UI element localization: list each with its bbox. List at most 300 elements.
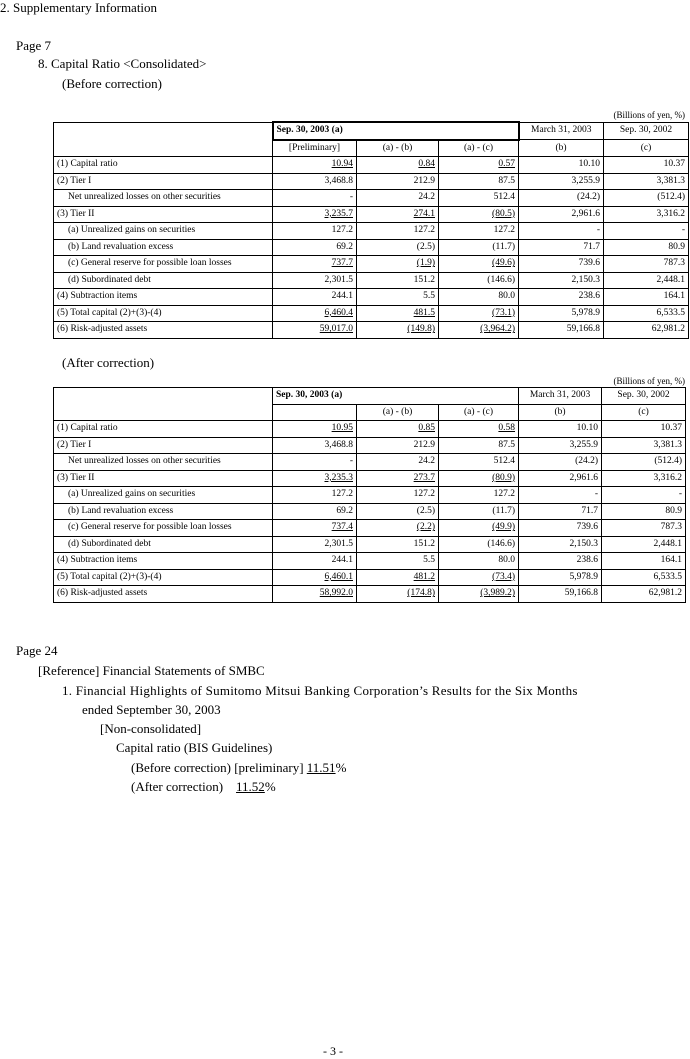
table-cell bbox=[273, 239, 357, 256]
cell-value: (512.4) bbox=[657, 192, 685, 203]
cell-value: 6,533.5 bbox=[653, 571, 683, 582]
cell-value: 6,460.1 bbox=[324, 571, 353, 582]
cell-value: (3,989.2) bbox=[480, 588, 516, 599]
table-cell bbox=[439, 487, 519, 504]
table-cell bbox=[519, 520, 602, 537]
row-label: (c) General reserve for possible loan losses bbox=[54, 520, 273, 537]
cell-value: 127.2 bbox=[413, 489, 435, 500]
table-row bbox=[54, 173, 689, 190]
before-correction-text: (Before correction) [preliminary] bbox=[131, 760, 307, 775]
table-cell bbox=[273, 322, 357, 339]
cell-value: 3,381.3 bbox=[656, 175, 685, 186]
cell-value: 3,381.3 bbox=[653, 439, 683, 450]
table-cell bbox=[357, 173, 439, 190]
table-cell bbox=[439, 322, 519, 339]
table-cell bbox=[602, 536, 686, 553]
cell-value: - bbox=[349, 456, 353, 467]
table-row bbox=[54, 190, 689, 207]
table-cell bbox=[519, 454, 602, 471]
cell-value: 244.1 bbox=[331, 555, 353, 566]
table-cell bbox=[273, 190, 357, 207]
table-cell bbox=[273, 421, 357, 438]
cell-value: 59,166.8 bbox=[564, 588, 599, 599]
table-cell bbox=[439, 173, 519, 190]
row-label: (d) Subordinated debt bbox=[54, 536, 273, 553]
unit-label-after: (Billions of yen, %) bbox=[613, 376, 685, 386]
cell-value: 3,255.9 bbox=[571, 175, 600, 186]
cell-value: 87.5 bbox=[498, 439, 516, 450]
cell-value: 6,533.5 bbox=[656, 307, 685, 318]
cell-value: 58,992.0 bbox=[319, 588, 353, 599]
cell-value: 127.2 bbox=[493, 225, 515, 236]
cell-value: 3,468.8 bbox=[324, 439, 353, 450]
table-cell bbox=[357, 190, 439, 207]
table-cell bbox=[273, 487, 357, 504]
table-cell bbox=[357, 305, 439, 322]
cell-value: 151.2 bbox=[413, 538, 435, 549]
header-b: (b) bbox=[519, 140, 604, 157]
table-cell bbox=[519, 305, 604, 322]
cell-value: 273.7 bbox=[413, 472, 435, 483]
table-row bbox=[54, 536, 686, 553]
after-correction-ratio bbox=[131, 779, 276, 795]
table-cell bbox=[519, 586, 602, 603]
cell-value: (146.6) bbox=[487, 538, 516, 549]
table-cell bbox=[519, 421, 602, 438]
cell-value: 151.2 bbox=[413, 274, 435, 285]
cell-value: 481.2 bbox=[413, 571, 435, 582]
financial-highlights-line2: ended September 30, 2003 bbox=[82, 702, 221, 717]
table-cell bbox=[439, 470, 519, 487]
table-cell bbox=[273, 223, 357, 240]
cell-value: 2,301.5 bbox=[324, 274, 353, 285]
table-cell bbox=[519, 289, 604, 306]
row-label: (5) Total capital (2)+(3)-(4) bbox=[54, 569, 273, 586]
table-cell bbox=[357, 569, 439, 586]
table-cell bbox=[439, 569, 519, 586]
cell-value: 5.5 bbox=[423, 555, 435, 566]
cell-value: (2.2) bbox=[416, 522, 435, 533]
row-label: (2) Tier I bbox=[54, 173, 273, 190]
table-cell bbox=[439, 454, 519, 471]
table-cell bbox=[439, 305, 519, 322]
header-sep2003: Sep. 30, 2003 (a) bbox=[273, 122, 519, 140]
header-c: (c) bbox=[604, 140, 689, 157]
table-cell bbox=[273, 470, 357, 487]
cell-value: 0.57 bbox=[498, 159, 515, 170]
table-cell bbox=[519, 223, 604, 240]
table-row bbox=[54, 470, 686, 487]
header-blank bbox=[54, 122, 273, 157]
capital-ratio-table-before bbox=[53, 121, 689, 339]
table-cell bbox=[273, 520, 357, 537]
header-preliminary: [Preliminary] bbox=[273, 140, 357, 157]
cell-value: (80.5) bbox=[492, 208, 515, 219]
table-cell bbox=[519, 536, 602, 553]
header-ab: (a) - (b) bbox=[357, 404, 439, 421]
after-correction-text: (After correction) bbox=[131, 779, 237, 794]
row-label: (4) Subtraction items bbox=[54, 289, 273, 306]
table-cell bbox=[357, 322, 439, 339]
table-cell bbox=[439, 223, 519, 240]
table-cell bbox=[357, 289, 439, 306]
cell-value: 127.2 bbox=[413, 225, 435, 236]
header-blank bbox=[54, 388, 273, 421]
table-cell bbox=[273, 256, 357, 273]
table-cell bbox=[357, 454, 439, 471]
table-cell bbox=[357, 437, 439, 454]
table-cell bbox=[519, 553, 602, 570]
table-cell bbox=[602, 586, 686, 603]
table-cell bbox=[439, 421, 519, 438]
before-correction-ratio bbox=[131, 760, 346, 776]
cell-value: (11.7) bbox=[492, 505, 516, 516]
row-label: (4) Subtraction items bbox=[54, 553, 273, 570]
capital-ratio-bis-label: Capital ratio (BIS Guidelines) bbox=[116, 740, 273, 755]
cell-value: (11.7) bbox=[492, 241, 515, 252]
before-correction-label: (Before correction) bbox=[62, 76, 162, 91]
cell-value: (2.5) bbox=[416, 505, 435, 516]
cell-value: 3,316.2 bbox=[656, 208, 685, 219]
table-cell bbox=[602, 487, 686, 504]
table-cell bbox=[519, 173, 604, 190]
table-cell bbox=[439, 190, 519, 207]
percent-sign: % bbox=[335, 760, 347, 775]
table-cell bbox=[604, 289, 689, 306]
table-cell bbox=[439, 586, 519, 603]
table-cell bbox=[604, 272, 689, 289]
header-preliminary-blank bbox=[273, 404, 357, 421]
table-cell bbox=[602, 569, 686, 586]
cell-value: 238.6 bbox=[578, 291, 600, 302]
cell-value: 737.7 bbox=[331, 258, 353, 269]
financial-highlights-line1: 1. Financial Highlights of Sumitomo Mitsui Banking Corporation’s Results for the Six Months bbox=[62, 683, 578, 698]
table-row bbox=[54, 454, 686, 471]
row-label: (6) Risk-adjusted assets bbox=[54, 322, 273, 339]
table-row bbox=[54, 520, 686, 537]
cell-value: 2,448.1 bbox=[653, 538, 683, 549]
page24-label: Page 24 bbox=[16, 643, 58, 658]
table-cell bbox=[604, 322, 689, 339]
row-label: (5) Total capital (2)+(3)-(4) bbox=[54, 305, 273, 322]
row-label: (c) General reserve for possible loan losses bbox=[54, 256, 273, 273]
cell-value: 164.1 bbox=[660, 555, 683, 566]
cell-value: 3,468.8 bbox=[324, 175, 353, 186]
cell-value: 787.3 bbox=[663, 258, 685, 269]
header-sep2002: Sep. 30, 2002 bbox=[602, 388, 686, 405]
table-cell bbox=[357, 223, 439, 240]
table-cell bbox=[273, 157, 357, 174]
table-cell bbox=[519, 487, 602, 504]
table-row bbox=[54, 487, 686, 504]
cell-value: 2,301.5 bbox=[324, 538, 353, 549]
cell-value: 0.85 bbox=[418, 423, 435, 434]
cell-value: 481.5 bbox=[413, 307, 435, 318]
cell-value: 71.7 bbox=[581, 505, 599, 516]
table-cell bbox=[273, 272, 357, 289]
table-cell bbox=[519, 503, 602, 520]
header-c: (c) bbox=[602, 404, 686, 421]
cell-value: 6,460.4 bbox=[324, 307, 353, 318]
table-cell bbox=[602, 553, 686, 570]
cell-value: 127.2 bbox=[331, 489, 353, 500]
table-cell bbox=[604, 206, 689, 223]
table-row bbox=[54, 553, 686, 570]
cell-value: 24.2 bbox=[418, 456, 435, 467]
table-cell bbox=[519, 206, 604, 223]
cell-value: 80.9 bbox=[665, 505, 683, 516]
table-cell bbox=[357, 586, 439, 603]
cell-value: 80.0 bbox=[498, 555, 516, 566]
table-cell bbox=[357, 470, 439, 487]
cell-value: 87.5 bbox=[498, 175, 515, 186]
after-correction-value: 11.52 bbox=[236, 779, 265, 794]
table-cell bbox=[273, 206, 357, 223]
cell-value: 69.2 bbox=[336, 241, 353, 252]
table-cell bbox=[439, 206, 519, 223]
cell-value: 2,150.3 bbox=[569, 538, 599, 549]
header-ab: (a) - (b) bbox=[357, 140, 439, 157]
row-label: Net unrealized losses on other securities bbox=[54, 454, 273, 471]
cell-value: 244.1 bbox=[331, 291, 353, 302]
table-cell bbox=[357, 157, 439, 174]
table-row bbox=[54, 569, 686, 586]
table-cell bbox=[602, 421, 686, 438]
cell-value: 164.1 bbox=[663, 291, 685, 302]
table-cell bbox=[604, 256, 689, 273]
cell-value: (49.6) bbox=[492, 258, 515, 269]
table-cell bbox=[519, 190, 604, 207]
table-cell bbox=[439, 256, 519, 273]
row-label: (1) Capital ratio bbox=[54, 421, 273, 438]
table-cell bbox=[604, 157, 689, 174]
header-mar2003: March 31, 2003 bbox=[519, 122, 604, 140]
table-cell bbox=[357, 536, 439, 553]
cell-value: (24.2) bbox=[575, 456, 599, 467]
cell-value: 2,961.6 bbox=[569, 472, 599, 483]
cell-value: 127.2 bbox=[331, 225, 353, 236]
cell-value: 10.95 bbox=[331, 423, 353, 434]
row-label: (2) Tier I bbox=[54, 437, 273, 454]
table-cell bbox=[604, 239, 689, 256]
table-cell bbox=[357, 256, 439, 273]
table-row bbox=[54, 289, 689, 306]
cell-value: 62,981.2 bbox=[651, 324, 685, 335]
cell-value: - bbox=[678, 489, 683, 500]
cell-value: 2,961.6 bbox=[571, 208, 600, 219]
row-label: (a) Unrealized gains on securities bbox=[54, 223, 273, 240]
table-cell bbox=[273, 553, 357, 570]
before-correction-value: 11.51 bbox=[306, 760, 336, 775]
table-cell bbox=[357, 487, 439, 504]
cell-value: 80.9 bbox=[668, 241, 685, 252]
cell-value: - bbox=[681, 225, 685, 236]
header-mar2003: March 31, 2003 bbox=[519, 388, 602, 405]
row-label: (6) Risk-adjusted assets bbox=[54, 586, 273, 603]
table-cell bbox=[273, 173, 357, 190]
row-label: (a) Unrealized gains on securities bbox=[54, 487, 273, 504]
table-cell bbox=[273, 569, 357, 586]
cell-value: 212.9 bbox=[413, 175, 435, 186]
table-row bbox=[54, 239, 689, 256]
cell-value: (3,964.2) bbox=[480, 324, 515, 335]
cell-value: 3,235.3 bbox=[324, 472, 353, 483]
row-label: (3) Tier II bbox=[54, 470, 273, 487]
cell-value: 0.84 bbox=[418, 159, 435, 170]
table-cell bbox=[439, 536, 519, 553]
table-row bbox=[54, 437, 686, 454]
header-sep2002: Sep. 30, 2002 bbox=[604, 122, 689, 140]
cell-value: 2,448.1 bbox=[656, 274, 685, 285]
cell-value: 737.4 bbox=[331, 522, 353, 533]
cell-value: (149.8) bbox=[407, 324, 435, 335]
cell-value: 62,981.2 bbox=[648, 588, 683, 599]
table-cell bbox=[273, 503, 357, 520]
cell-value: 10.37 bbox=[663, 159, 685, 170]
cell-value: 3,316.2 bbox=[653, 472, 683, 483]
table-cell bbox=[602, 520, 686, 537]
cell-value: 59,017.0 bbox=[319, 324, 353, 335]
unit-label-before: (Billions of yen, %) bbox=[613, 110, 685, 120]
cell-value: 10.37 bbox=[660, 423, 683, 434]
cell-value: 5.5 bbox=[423, 291, 435, 302]
cell-value: 512.4 bbox=[493, 456, 516, 467]
cell-value: 238.6 bbox=[576, 555, 599, 566]
cell-value: 3,255.9 bbox=[569, 439, 599, 450]
row-label: (3) Tier II bbox=[54, 206, 273, 223]
cell-value: (24.2) bbox=[577, 192, 600, 203]
cell-value: (512.4) bbox=[654, 456, 683, 467]
table-cell bbox=[602, 437, 686, 454]
cell-value: (146.6) bbox=[487, 274, 515, 285]
table-cell bbox=[357, 520, 439, 537]
row-label: (b) Land revaluation excess bbox=[54, 239, 273, 256]
cell-value: - bbox=[349, 192, 353, 203]
table-cell bbox=[439, 289, 519, 306]
header-ac: (a) - (c) bbox=[439, 404, 519, 421]
cell-value: (174.8) bbox=[407, 588, 435, 599]
capital-ratio-table-after bbox=[53, 387, 686, 603]
cell-value: 5,978.9 bbox=[571, 307, 600, 318]
table-cell bbox=[519, 470, 602, 487]
page-footer: - 3 - bbox=[323, 1044, 343, 1058]
cell-value: 80.0 bbox=[498, 291, 515, 302]
cell-value: - bbox=[594, 489, 599, 500]
cell-value: 24.2 bbox=[418, 192, 435, 203]
table-cell bbox=[602, 470, 686, 487]
table-cell bbox=[439, 553, 519, 570]
cell-value: (1.9) bbox=[416, 258, 435, 269]
capital-ratio-heading: 8. Capital Ratio <Consolidated> bbox=[38, 56, 207, 71]
table-cell bbox=[604, 305, 689, 322]
cell-value: (80.9) bbox=[492, 472, 516, 483]
table-cell bbox=[439, 503, 519, 520]
table-row bbox=[54, 272, 689, 289]
cell-value: 787.3 bbox=[660, 522, 683, 533]
table-cell bbox=[273, 536, 357, 553]
header-ac: (a) - (c) bbox=[439, 140, 519, 157]
cell-value: (2.5) bbox=[416, 241, 435, 252]
table-cell bbox=[519, 569, 602, 586]
table-cell bbox=[519, 157, 604, 174]
table-cell bbox=[519, 322, 604, 339]
table-row bbox=[54, 305, 689, 322]
table-cell bbox=[604, 223, 689, 240]
cell-value: 3,235.7 bbox=[324, 208, 353, 219]
table-cell bbox=[439, 239, 519, 256]
table-row bbox=[54, 503, 686, 520]
table-cell bbox=[357, 421, 439, 438]
cell-value: 71.7 bbox=[583, 241, 600, 252]
table-cell bbox=[357, 206, 439, 223]
table-cell bbox=[519, 437, 602, 454]
table-cell bbox=[357, 503, 439, 520]
table-row bbox=[54, 206, 689, 223]
cell-value: 212.9 bbox=[413, 439, 435, 450]
cell-value: 274.1 bbox=[413, 208, 435, 219]
table-cell bbox=[439, 437, 519, 454]
cell-value: 10.10 bbox=[576, 423, 599, 434]
cell-value: 10.94 bbox=[331, 159, 353, 170]
table-cell bbox=[273, 305, 357, 322]
table-cell bbox=[519, 239, 604, 256]
cell-value: (49.9) bbox=[492, 522, 516, 533]
table-cell bbox=[604, 190, 689, 207]
table-cell bbox=[439, 272, 519, 289]
table-cell bbox=[602, 503, 686, 520]
cell-value: 739.6 bbox=[576, 522, 599, 533]
page7-label: Page 7 bbox=[16, 38, 52, 53]
table-cell bbox=[273, 586, 357, 603]
cell-value: 10.10 bbox=[578, 159, 600, 170]
cell-value: 127.2 bbox=[493, 489, 516, 500]
table-row bbox=[54, 586, 686, 603]
table-row bbox=[54, 223, 689, 240]
cell-value: 2,150.3 bbox=[571, 274, 600, 285]
row-label: (b) Land revaluation excess bbox=[54, 503, 273, 520]
percent-sign: % bbox=[264, 779, 276, 794]
table-cell bbox=[357, 553, 439, 570]
table-cell bbox=[273, 289, 357, 306]
table-cell bbox=[602, 454, 686, 471]
table-cell bbox=[604, 173, 689, 190]
cell-value: 5,978.9 bbox=[569, 571, 599, 582]
non-consolidated-label: [Non-consolidated] bbox=[100, 721, 202, 736]
table-cell bbox=[439, 520, 519, 537]
table-row bbox=[54, 322, 689, 339]
row-label: (1) Capital ratio bbox=[54, 157, 273, 174]
table-cell bbox=[273, 454, 357, 471]
reference-heading: [Reference] Financial Statements of SMBC bbox=[38, 663, 265, 678]
table-cell bbox=[273, 437, 357, 454]
row-label: Net unrealized losses on other securities bbox=[54, 190, 273, 207]
row-label: (d) Subordinated debt bbox=[54, 272, 273, 289]
cell-value: (73.4) bbox=[492, 571, 516, 582]
table-cell bbox=[519, 256, 604, 273]
table-cell bbox=[439, 157, 519, 174]
table-cell bbox=[357, 239, 439, 256]
cell-value: 739.6 bbox=[578, 258, 600, 269]
cell-value: 59,166.8 bbox=[566, 324, 600, 335]
cell-value: 0.58 bbox=[498, 423, 516, 434]
cell-value: (73.1) bbox=[492, 307, 515, 318]
cell-value: - bbox=[596, 225, 600, 236]
after-correction-label: (After correction) bbox=[62, 355, 155, 370]
table-row bbox=[54, 256, 689, 273]
header-b: (b) bbox=[519, 404, 602, 421]
header-sep2003: Sep. 30, 2003 (a) bbox=[273, 388, 519, 405]
table-row bbox=[54, 421, 686, 438]
